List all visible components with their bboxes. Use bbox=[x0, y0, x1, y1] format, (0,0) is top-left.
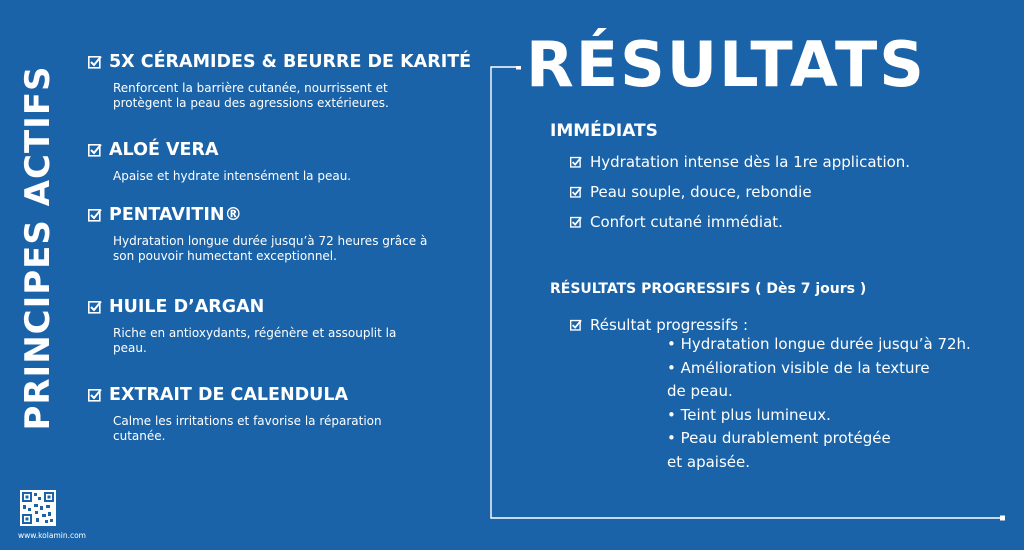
immediate-results-list bbox=[570, 147, 910, 237]
ingredient-title: 5X CÉRAMIDES & BEURRE DE KARITÉ bbox=[109, 52, 472, 72]
vertical-section-title: PRINCIPES ACTIFS bbox=[18, 65, 58, 431]
ingredient-item bbox=[88, 203, 488, 295]
result-text: Hydratation intense dès la 1re application. bbox=[590, 153, 911, 171]
checkbox-check-icon bbox=[88, 55, 102, 69]
ingredient-description: Riche en antioxydants, régénère et assouplit la peau. bbox=[113, 326, 397, 355]
ingredient-title: ALOÉ VERA bbox=[109, 140, 219, 160]
progressive-sub-list bbox=[667, 333, 1017, 474]
ingredient-description: Renforcent la barrière cutanée, nourrissent et protègent la peau des agressions extérieures. bbox=[113, 81, 389, 110]
ingredients-list bbox=[88, 50, 488, 444]
ingredient-title: PENTAVITIN® bbox=[109, 205, 243, 225]
ingredient-item bbox=[88, 50, 488, 128]
sub-list-line: et apaisée. bbox=[667, 452, 750, 471]
sub-list-line: • Peau durablement protégée bbox=[667, 429, 891, 447]
checkbox-check-icon bbox=[88, 143, 102, 157]
ingredient-description: Calme les irritations et favorise la réparation cutanée. bbox=[113, 414, 382, 443]
website-url: www.kolamin.com bbox=[18, 531, 86, 540]
sub-list-line: • Hydratation longue durée jusqu’à 72h. bbox=[667, 335, 971, 353]
ingredient-item bbox=[88, 383, 488, 444]
checkbox-check-icon bbox=[88, 300, 102, 314]
checkbox-check-icon bbox=[570, 156, 582, 168]
qr-code-icon bbox=[20, 490, 56, 526]
immediate-heading: IMMÉDIATS bbox=[550, 121, 658, 141]
ingredient-description: Apaise et hydrate intensément la peau. bbox=[113, 169, 352, 183]
checkbox-check-icon bbox=[570, 186, 582, 198]
ingredient-description: Hydratation longue durée jusqu’à 72 heures grâce à son pouvoir humectant exceptionnel. bbox=[113, 234, 428, 263]
result-text: Confort cutané immédiat. bbox=[590, 213, 783, 231]
results-title: RÉSULTATS bbox=[526, 28, 926, 101]
result-text: Résultat progressifs : bbox=[590, 316, 749, 334]
ingredient-title: HUILE D’ARGAN bbox=[109, 297, 265, 317]
list-item bbox=[570, 177, 910, 207]
sub-list-line: • Teint plus lumineux. bbox=[667, 405, 831, 424]
checkbox-check-icon bbox=[570, 216, 582, 228]
checkbox-check-icon bbox=[88, 208, 102, 222]
ingredient-item bbox=[88, 138, 488, 203]
list-item bbox=[570, 207, 910, 237]
checkbox-check-icon bbox=[88, 388, 102, 402]
ingredient-title: EXTRAIT DE CALENDULA bbox=[109, 385, 349, 405]
list-item bbox=[570, 147, 910, 177]
progressive-heading: RÉSULTATS PROGRESSIFS ( Dès 7 jours ) bbox=[550, 281, 867, 297]
result-text: Peau souple, douce, rebondie bbox=[590, 183, 812, 201]
checkbox-check-icon bbox=[570, 319, 582, 331]
ingredient-item bbox=[88, 295, 488, 383]
sub-list-line: • Amélioration visible de la texture bbox=[667, 358, 930, 377]
sub-list-line: de peau. bbox=[667, 382, 733, 400]
